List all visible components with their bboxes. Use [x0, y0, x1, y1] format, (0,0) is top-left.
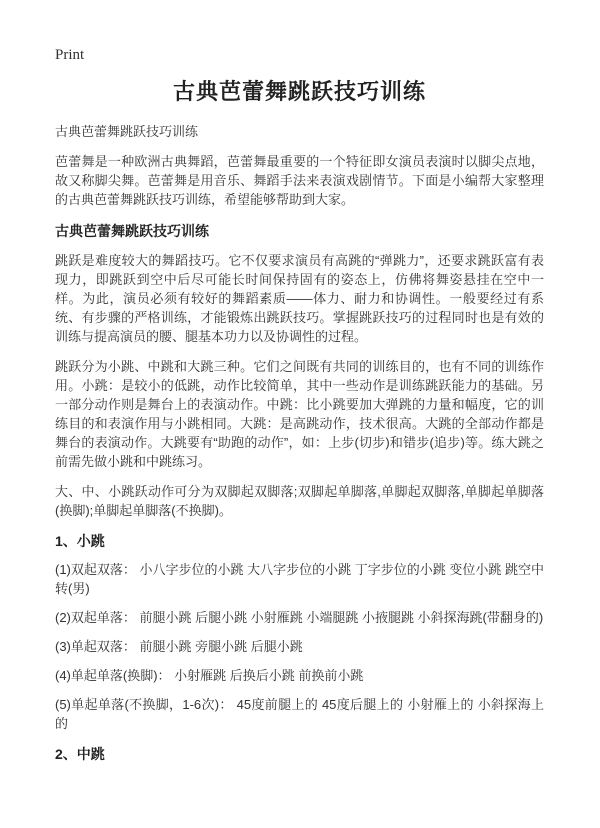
body-paragraph-2: 跳跃分为小跳、中跳和大跳三种。它们之间既有共同的训练目的，也有不同的训练作用。小跳：是较小的低跳，动作比较简单，其中一些动作是训练跳跃能力的基础。另一部分动作则是舞台上的表演动作。中跳：比小跳要加大弹跳的力量和幅度，它的训练目的和表演作用与小跳相同。大跳：是高跳动作，技术很高。大跳的全部动作都是舞台的表演动作。大跳要有“助跑的动作”，如：上步(切步)和错步(追步)等。练大跳之前需先做小跳和中跳练习。: [55, 359, 544, 469]
print-link[interactable]: Print: [55, 47, 85, 63]
intro-paragraph: 芭蕾舞是一种欧洲古典舞蹈，芭蕾舞最重要的一个特征即女演员表演时以脚尖点地，故又称脚尖舞。芭蕾舞是用音乐、舞蹈手法来表演戏剧情节。下面是小编帮大家整理的古典芭蕾舞跳跃技巧训练，希望能够帮助到大家。: [55, 154, 544, 207]
small-jump-heading: 1、小跳: [55, 533, 105, 549]
small-jump-item-1: (1)双起双落： 小八字步位的小跳 大八字步位的小跳 丁字步位的小跳 变位小跳 跳空中转(男): [55, 562, 544, 596]
small-jump-item-2: (2)双起单落： 前腿小跳 后腿小跳 小射雁跳 小端腿跳 小掖腿跳 小斜探海跳(带翻身的): [55, 610, 544, 625]
small-jump-item-5: (5)单起单落(不换脚，1-6次)： 45度前腿上的 45度后腿上的 小射雁上的 小斜探海上的: [55, 697, 544, 731]
section-heading: 古典芭蕾舞跳跃技巧训练: [55, 223, 209, 239]
small-jump-item-3: (3)单起双落： 前腿小跳 旁腿小跳 后腿小跳: [55, 639, 303, 654]
middle-jump-heading: 2、中跳: [55, 746, 105, 762]
small-jump-item-4: (4)单起单落(换脚)： 小射雁跳 后换后小跳 前换前小跳: [55, 668, 364, 683]
body-paragraph-1: 跳跃是难度较大的舞蹈技巧。它不仅要求演员有高跳的“弹跳力”，还要求跳跃富有表现力，即跳跃到空中后尽可能长时间保持固有的姿态上，仿佛将舞姿悬挂在空中一样。为此，演员必须有较好的舞蹈素质——体力、耐力和协调性。一般要经过有系统、有步骤的严格训练，才能锻炼出跳跃技巧。掌握跳跃技巧的过程同时也是有效的训练与提高演员的腰、腿基本功力以及协调性的过程。: [55, 253, 544, 344]
page-title: 古典芭蕾舞跳跃技巧训练: [172, 79, 426, 104]
body-paragraph-3: 大、中、小跳跃动作可分为双脚起双脚落;双脚起单脚落,单脚起双脚落,单脚起单脚落(换脚);单脚起单脚落(不换脚)。: [55, 484, 544, 518]
article-subtitle: 古典芭蕾舞跳跃技巧训练: [55, 124, 199, 139]
